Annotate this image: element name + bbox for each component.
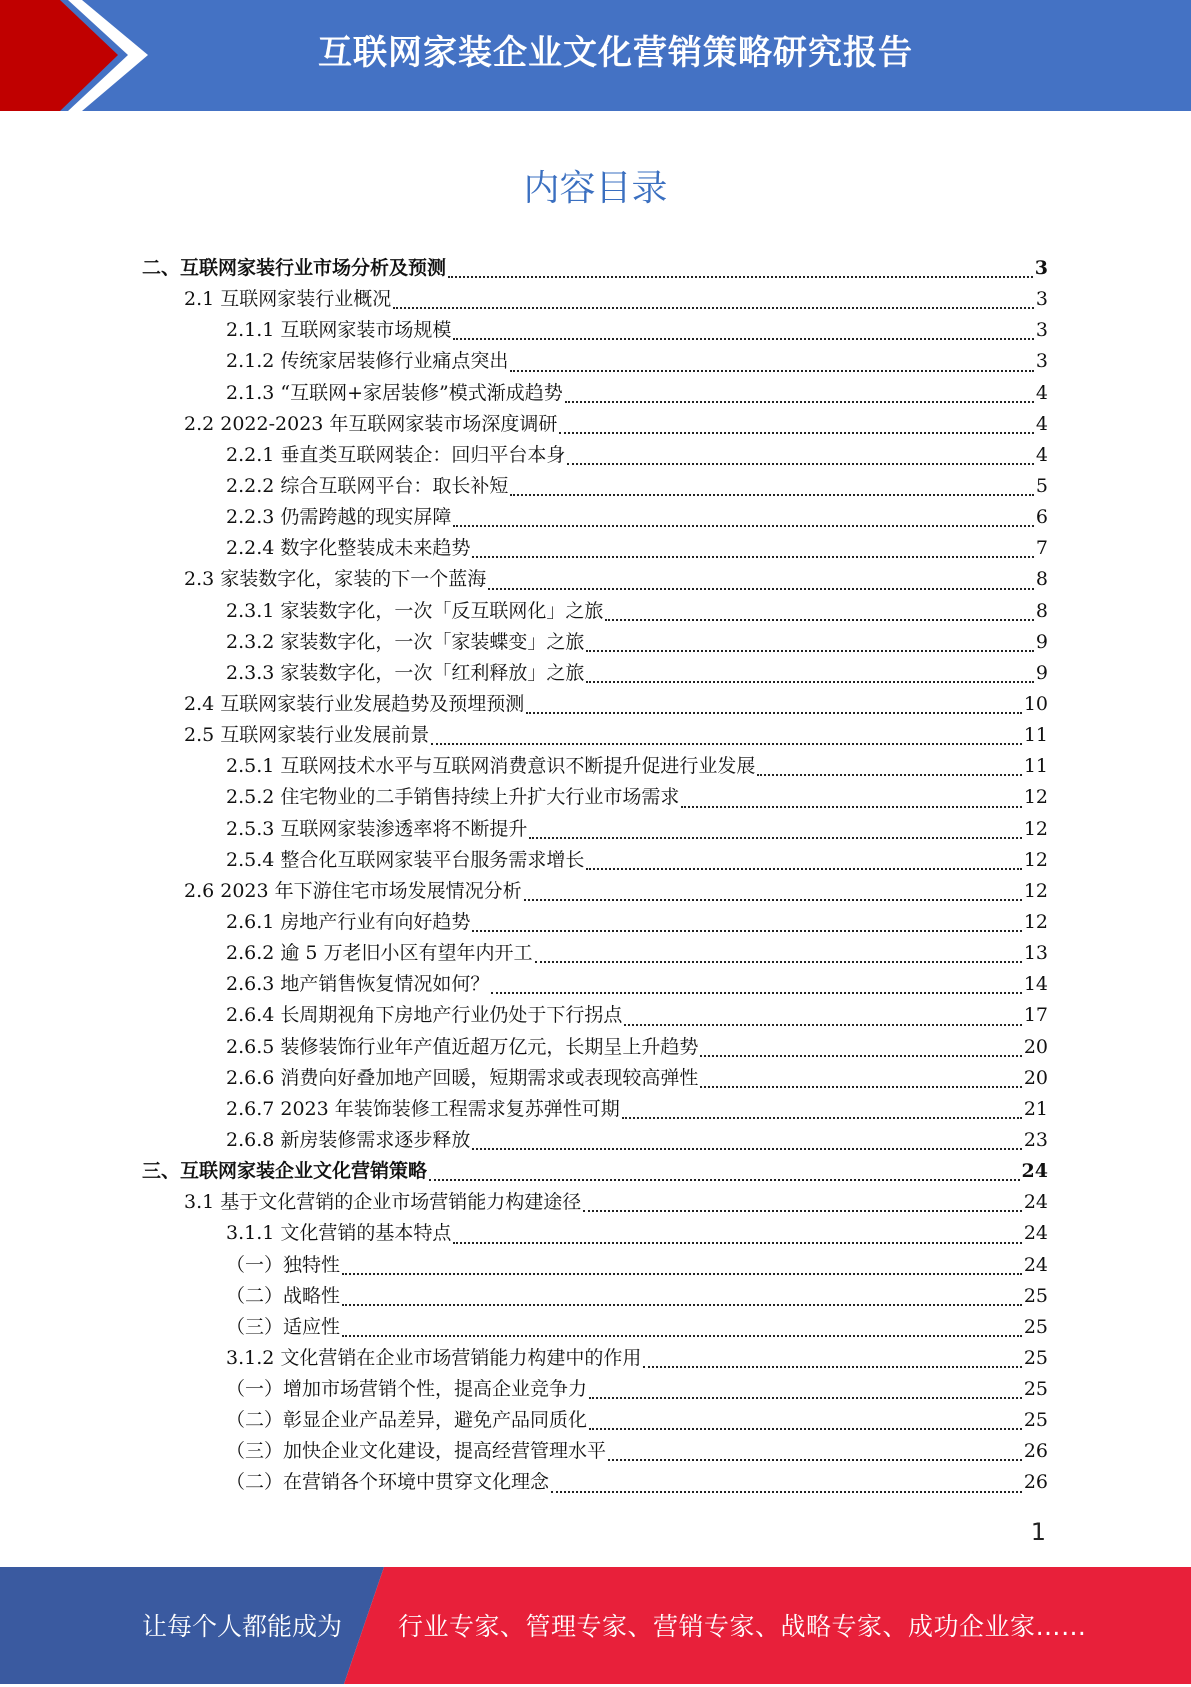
- toc-entry-page: 9: [1035, 630, 1048, 653]
- toc-dot-leader: [605, 619, 1034, 621]
- toc-entry-title: 3.1.2 文化营销在企业市场营销能力构建中的作用: [226, 1346, 642, 1369]
- toc-dot-leader: [586, 868, 1021, 870]
- toc-entry-title: 2.6.4 长周期视角下房地产行业仍处于下行拐点: [226, 1004, 623, 1027]
- toc-entry-title: 2.6.8 新房装修需求逐步释放: [226, 1128, 471, 1151]
- toc-entry-title: （一）独特性: [226, 1253, 341, 1276]
- toc-entry-page: 3: [1035, 288, 1048, 311]
- toc-entry[interactable]: [0, 564, 1048, 595]
- toc-entry-title: 2.6.3 地产销售恢复情况如何？: [226, 973, 490, 996]
- toc-entry-title: 2.3 家装数字化，家装的下一个蓝海: [184, 568, 487, 591]
- toc-dot-leader: [589, 1428, 1022, 1430]
- toc-entry[interactable]: [0, 814, 1048, 845]
- toc-entry-title: 2.5 互联网家装行业发展前景: [184, 724, 430, 747]
- toc-entry-page: 12: [1023, 848, 1048, 871]
- toc-entry-title: 2.6.6 消费向好叠加地产回暖，短期需求或表现较高弹性: [226, 1066, 699, 1089]
- toc-entry-page: 8: [1035, 599, 1048, 622]
- footer-banner: [0, 1567, 1191, 1684]
- toc-entry-title: 2.5.4 整合化互联网家装平台服务需求增长: [226, 848, 585, 871]
- toc-entry-page: 24: [1023, 1222, 1048, 1245]
- toc-entry-title: 3.1.1 文化营销的基本特点: [226, 1222, 452, 1245]
- toc-entry[interactable]: [0, 533, 1048, 564]
- toc-entry[interactable]: [0, 751, 1048, 782]
- toc-entry-title: 三、互联网家装企业文化营销策略: [142, 1160, 428, 1183]
- toc-entry-page: 3: [1035, 319, 1048, 342]
- toc-entry[interactable]: [0, 1436, 1048, 1467]
- toc-entry-title: （二）在营销各个环境中贯穿文化理念: [226, 1471, 550, 1494]
- header-banner: [0, 0, 1191, 111]
- toc-entry[interactable]: [0, 1156, 1048, 1187]
- toc-entry-page: 14: [1023, 973, 1048, 996]
- toc-entry[interactable]: [0, 907, 1048, 938]
- toc-entry[interactable]: [0, 969, 1048, 1000]
- toc-entry[interactable]: [0, 346, 1048, 377]
- toc-dot-leader: [643, 1366, 1021, 1368]
- toc-entry[interactable]: [0, 938, 1048, 969]
- page-number: 1: [1030, 1518, 1046, 1546]
- toc-entry[interactable]: [0, 1467, 1048, 1498]
- toc-entry-title: 2.3.3 家装数字化，一次「红利释放」之旅: [226, 661, 585, 684]
- toc-entry-title: 二、互联网家装行业市场分析及预测: [142, 257, 447, 279]
- toc-entry-page: 4: [1035, 412, 1048, 435]
- toc-entry-title: 2.6.1 房地产行业有向好趋势: [226, 910, 471, 933]
- toc-entry-title: 2.2 2022-2023 年互联网家装市场深度调研: [184, 412, 558, 435]
- toc-entry-title: 2.5.2 住宅物业的二手销售持续上升扩大行业市场需求: [226, 786, 680, 809]
- toc-dot-leader: [529, 837, 1021, 839]
- toc-entry-title: 2.2.4 数字化整装成未来趋势: [226, 537, 471, 560]
- toc-entry[interactable]: [0, 1218, 1048, 1249]
- toc-dot-leader: [472, 556, 1034, 558]
- toc-entry-title: 2.1.1 互联网家装市场规模: [226, 319, 452, 342]
- toc-entry-title: （一）增加市场营销个性，提高企业竞争力: [226, 1378, 588, 1401]
- toc-entry[interactable]: [0, 1125, 1048, 1156]
- toc-dot-leader: [700, 1086, 1021, 1088]
- toc-entry-title: 2.2.3 仍需跨越的现实屏障: [226, 506, 452, 529]
- toc-dot-leader: [510, 494, 1034, 496]
- toc-dot-leader: [342, 1304, 1022, 1306]
- toc-entry-page: 13: [1023, 942, 1048, 965]
- toc-entry[interactable]: [0, 440, 1048, 471]
- toc-entry-page: 25: [1023, 1346, 1048, 1369]
- toc-entry-page: 17: [1023, 1004, 1048, 1027]
- toc-entry-page: 6: [1035, 506, 1048, 529]
- toc-entry-page: 20: [1023, 1066, 1048, 1089]
- toc-entry-title: 2.5.1 互联网技术水平与互联网消费意识不断提升促进行业发展: [226, 755, 756, 778]
- toc-entry[interactable]: [0, 658, 1048, 689]
- toc-entry[interactable]: [0, 1063, 1048, 1094]
- toc-entry-title: 2.2.1 垂直类互联网装企：回归平台本身: [226, 443, 566, 466]
- toc-dot-leader: [342, 1273, 1022, 1275]
- toc-heading: 内容目录: [523, 168, 668, 209]
- toc-entry[interactable]: [0, 1281, 1048, 1312]
- toc-entry[interactable]: [0, 1187, 1048, 1218]
- toc-entry[interactable]: [0, 502, 1048, 533]
- toc-dot-leader: [535, 961, 1022, 963]
- toc-entry-title: 2.6.5 装修装饰行业年产值近超万亿元，长期呈上升趋势: [226, 1035, 699, 1058]
- toc-dot-leader: [757, 774, 1021, 776]
- toc-entry-page: 25: [1023, 1409, 1048, 1432]
- toc-dot-leader: [565, 401, 1034, 403]
- toc-entry-title: 2.1.3 “互联网+家居装修”模式渐成趋势: [226, 381, 563, 404]
- toc-entry-title: 2.1.2 传统家居装修行业痛点突出: [226, 350, 509, 373]
- toc-dot-leader: [429, 1179, 1020, 1181]
- toc-entry[interactable]: [0, 1374, 1048, 1405]
- toc-entry[interactable]: [0, 1032, 1048, 1063]
- report-title: 互联网家装企业文化营销策略研究报告: [318, 33, 913, 73]
- table-of-contents: [0, 253, 1191, 1499]
- toc-entry-page: 25: [1023, 1315, 1048, 1338]
- toc-entry-title: （二）战略性: [226, 1284, 341, 1307]
- toc-dot-leader: [393, 307, 1034, 309]
- toc-dot-leader: [567, 463, 1034, 465]
- toc-entry-title: 2.5.3 互联网家装渗透率将不断提升: [226, 817, 528, 840]
- toc-entry-title: 2.3.2 家装数字化，一次「家装蝶变」之旅: [226, 630, 585, 653]
- toc-entry-page: 10: [1023, 692, 1048, 715]
- toc-entry-page: 4: [1035, 443, 1048, 466]
- toc-dot-leader: [448, 276, 1033, 278]
- toc-entry-title: （三）适应性: [226, 1315, 341, 1338]
- toc-dot-leader: [431, 743, 1022, 745]
- toc-entry[interactable]: [0, 689, 1048, 720]
- toc-entry[interactable]: [0, 471, 1048, 502]
- toc-entry-page: 8: [1035, 568, 1048, 591]
- toc-entry-title: 2.3.1 家装数字化，一次「反互联网化」之旅: [226, 599, 604, 622]
- toc-entry[interactable]: [0, 284, 1048, 315]
- toc-entry-page: 7: [1035, 537, 1048, 560]
- toc-entry-title: （三）加快企业文化建设，提高经营管理水平: [226, 1440, 607, 1463]
- toc-dot-leader: [342, 1335, 1022, 1337]
- toc-entry[interactable]: [0, 253, 1048, 284]
- toc-dot-leader: [559, 432, 1033, 434]
- toc-dot-leader: [551, 1491, 1022, 1493]
- toc-dot-leader: [524, 899, 1022, 901]
- toc-entry-title: 3.1 基于文化营销的企业市场营销能力构建途径: [184, 1191, 582, 1214]
- toc-dot-leader: [472, 1148, 1021, 1150]
- toc-entry-title: 2.4 互联网家装行业发展趋势及预埋预测: [184, 692, 525, 715]
- toc-entry-page: 3: [1034, 257, 1048, 279]
- toc-entry-page: 11: [1023, 755, 1048, 778]
- toc-entry-page: 26: [1023, 1440, 1048, 1463]
- toc-dot-leader: [589, 1397, 1022, 1399]
- footer-slogan-left: 让每个人都能成为: [142, 1612, 343, 1641]
- toc-entry-page: 12: [1023, 786, 1048, 809]
- toc-dot-leader: [491, 992, 1021, 994]
- toc-entry-page: 25: [1023, 1378, 1048, 1401]
- toc-entry[interactable]: [0, 409, 1048, 440]
- toc-entry-page: 24: [1023, 1253, 1048, 1276]
- toc-dot-leader: [488, 588, 1034, 590]
- toc-entry[interactable]: [0, 1094, 1048, 1125]
- toc-entry[interactable]: [0, 1312, 1048, 1343]
- toc-entry[interactable]: [0, 720, 1048, 751]
- toc-dot-leader: [622, 1117, 1022, 1119]
- footer-slogan-right: 行业专家、管理专家、营销专家、战略专家、成功企业家……: [398, 1612, 1087, 1641]
- toc-entry-page: 24: [1021, 1160, 1048, 1183]
- toc-dot-leader: [586, 681, 1034, 683]
- toc-entry[interactable]: [0, 596, 1048, 627]
- toc-entry-page: 20: [1023, 1035, 1048, 1058]
- toc-entry-page: 9: [1035, 661, 1048, 684]
- toc-dot-leader: [453, 1242, 1021, 1244]
- toc-dot-leader: [681, 806, 1021, 808]
- toc-dot-leader: [510, 370, 1034, 372]
- toc-entry-title: 2.1 互联网家装行业概况: [184, 288, 392, 311]
- toc-dot-leader: [624, 1024, 1021, 1026]
- toc-entry-page: 12: [1023, 817, 1048, 840]
- toc-entry[interactable]: [0, 782, 1048, 813]
- toc-entry-title: 2.6.7 2023 年装饰装修工程需求复苏弹性可期: [226, 1097, 620, 1120]
- toc-entry-title: （二）彰显企业产品差异，避免产品同质化: [226, 1409, 588, 1432]
- toc-entry-page: 21: [1023, 1097, 1048, 1120]
- toc-entry-title: 2.6 2023 年下游住宅市场发展情况分析: [184, 879, 522, 902]
- toc-entry[interactable]: [0, 315, 1048, 346]
- toc-entry-page: 24: [1023, 1191, 1048, 1214]
- toc-dot-leader: [526, 712, 1022, 714]
- toc-entry-page: 4: [1035, 381, 1048, 404]
- toc-dot-leader: [608, 1459, 1022, 1461]
- toc-entry[interactable]: [0, 1343, 1048, 1374]
- toc-entry-title: 2.2.2 综合互联网平台：取长补短: [226, 474, 509, 497]
- toc-entry[interactable]: [0, 627, 1048, 658]
- toc-dot-leader: [700, 1055, 1021, 1057]
- toc-entry-page: 26: [1023, 1471, 1048, 1494]
- toc-entry-page: 23: [1023, 1128, 1048, 1151]
- toc-entry[interactable]: [0, 845, 1048, 876]
- toc-entry-page: 12: [1023, 910, 1048, 933]
- toc-dot-leader: [583, 1210, 1022, 1212]
- toc-entry-page: 25: [1023, 1284, 1048, 1307]
- toc-entry-page: 11: [1023, 724, 1048, 747]
- toc-entry-title: 2.6.2 逾 5 万老旧小区有望年内开工: [226, 942, 533, 965]
- toc-entry[interactable]: [0, 378, 1048, 409]
- toc-entry-page: 3: [1035, 350, 1048, 373]
- toc-dot-leader: [453, 338, 1034, 340]
- toc-entry-page: 12: [1023, 879, 1048, 902]
- toc-entry[interactable]: [0, 876, 1048, 907]
- toc-dot-leader: [586, 650, 1034, 652]
- toc-entry[interactable]: [0, 1405, 1048, 1436]
- toc-entry[interactable]: [0, 1000, 1048, 1031]
- toc-dot-leader: [453, 525, 1034, 527]
- toc-entry-page: 5: [1035, 474, 1048, 497]
- toc-dot-leader: [472, 930, 1021, 932]
- toc-entry[interactable]: [0, 1250, 1048, 1281]
